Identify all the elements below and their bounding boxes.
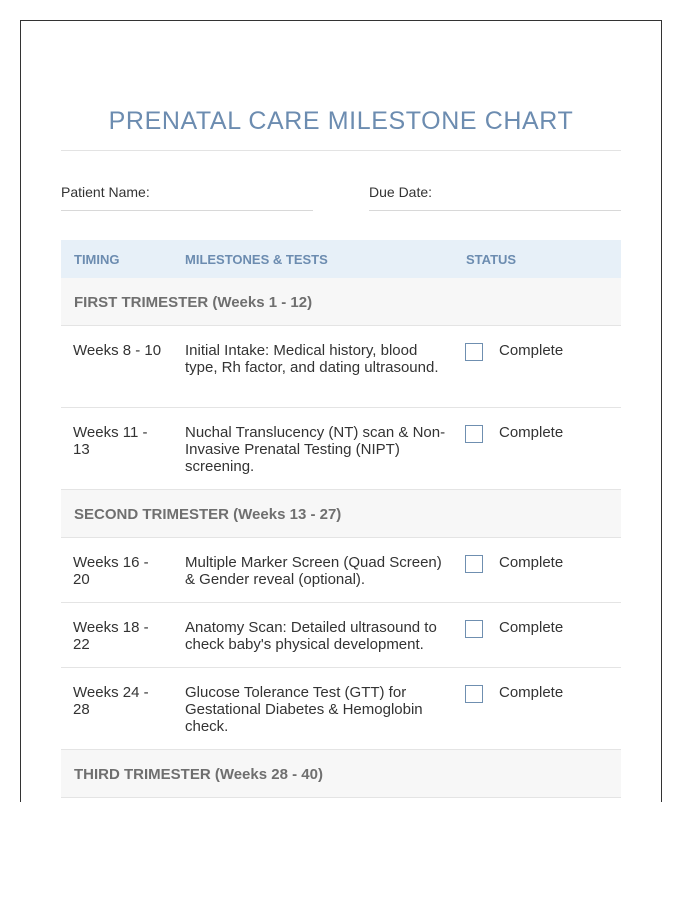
section-second-trimester xyxy=(61,490,621,538)
row-test: Anatomy Scan: Detailed ultrasound to check baby's physical development. xyxy=(185,619,437,653)
milestone-table xyxy=(61,240,621,798)
complete-label: Complete xyxy=(499,554,564,571)
section-title: THIRD TRIMESTER (Weeks 28 - 40) xyxy=(74,766,323,783)
section-first-trimester xyxy=(61,278,621,326)
complete-checkbox[interactable] xyxy=(465,620,483,638)
table-row xyxy=(61,408,621,490)
row-test: Initial Intake: Medical history, blood type, Rh factor, and dating ultrasound. xyxy=(185,342,439,376)
complete-checkbox[interactable] xyxy=(465,555,483,573)
table-row xyxy=(61,603,621,668)
table-row xyxy=(61,326,621,408)
complete-label: Complete xyxy=(499,342,564,359)
table-row xyxy=(61,668,621,750)
table-header xyxy=(61,240,621,278)
row-timing: Weeks 18 - 22 xyxy=(73,619,149,653)
patient-name-field[interactable] xyxy=(61,184,313,211)
page-title: PRENATAL CARE MILESTONE CHART xyxy=(108,107,574,135)
complete-label: Complete xyxy=(499,684,564,701)
section-title: FIRST TRIMESTER (Weeks 1 - 12) xyxy=(74,294,313,311)
table-row xyxy=(61,538,621,603)
row-test: Nuchal Translucency (NT) scan & Non-Invasive Prenatal Testing (NIPT) screening. xyxy=(185,424,446,475)
section-title: SECOND TRIMESTER (Weeks 13 - 27) xyxy=(74,506,342,523)
complete-checkbox[interactable] xyxy=(465,425,483,443)
complete-checkbox[interactable] xyxy=(465,685,483,703)
complete-checkbox[interactable] xyxy=(465,343,483,361)
row-timing: Weeks 8 - 10 xyxy=(73,342,162,359)
header-status: STATUS xyxy=(466,252,517,267)
due-date-field[interactable] xyxy=(369,184,621,211)
row-test: Glucose Tolerance Test (GTT) for Gestational Diabetes & Hemoglobin check. xyxy=(185,684,423,735)
section-third-trimester xyxy=(61,750,621,798)
page-content xyxy=(61,21,621,783)
patient-fields xyxy=(61,151,621,211)
row-timing: Weeks 24 - 28 xyxy=(73,684,149,718)
complete-label: Complete xyxy=(499,619,564,636)
due-date-label: Due Date: xyxy=(369,184,433,200)
header-timing: TIMING xyxy=(74,252,120,267)
complete-label: Complete xyxy=(499,424,564,441)
row-test: Multiple Marker Screen (Quad Screen) & Gender reveal (optional). xyxy=(185,554,442,588)
row-timing: Weeks 16 - 20 xyxy=(73,554,149,588)
header-tests: MILESTONES & TESTS xyxy=(185,252,328,267)
row-timing: Weeks 11 - 13 xyxy=(73,424,148,458)
chart-page xyxy=(20,20,662,802)
patient-name-label: Patient Name: xyxy=(61,184,150,200)
